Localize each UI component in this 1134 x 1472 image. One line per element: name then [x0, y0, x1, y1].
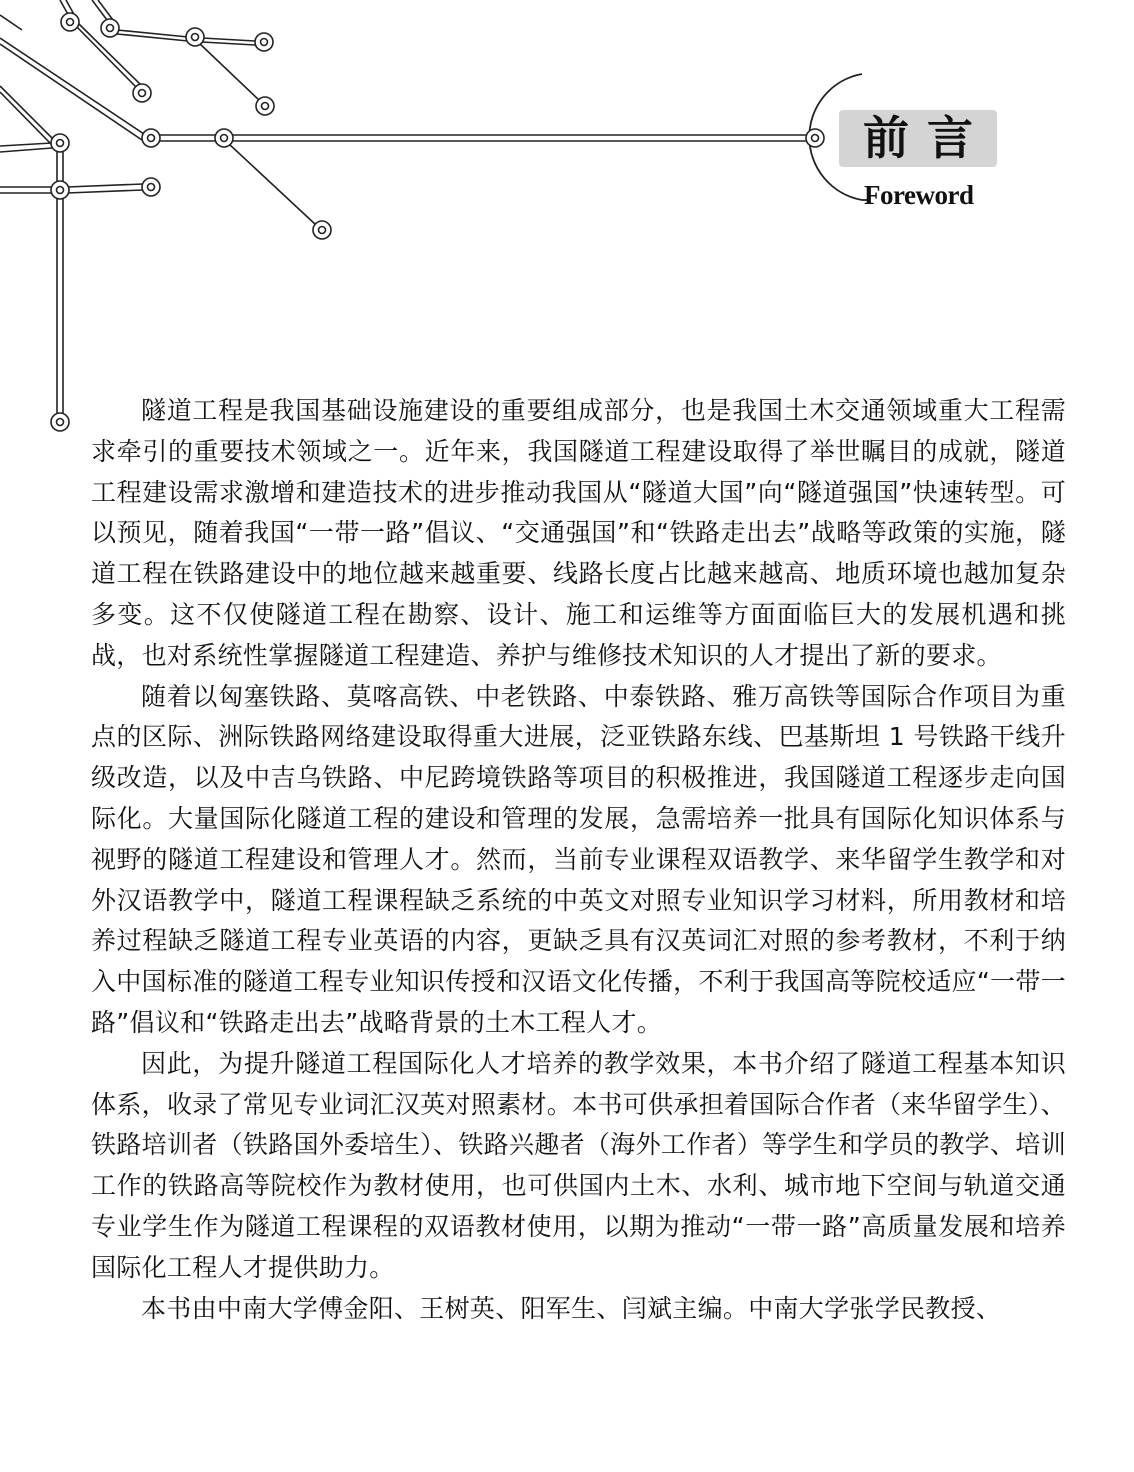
- page-subtitle: Foreword: [864, 180, 974, 210]
- body-text: [91, 391, 1066, 1329]
- paragraph: 本书由中南大学傅金阳、王树英、阳军生、闫斌主编。中南大学张学民教授、: [141, 1293, 1002, 1323]
- paragraph: 隧道工程是我国基础设施建设的重要组成部分，也是我国土木交通领域重大工程需求牵引的重要技术领域之一。近年来，我国隧道工程建设取得了举世瞩目的成就，隧道工程建设需求激增和建造技术的进步推动我国从“隧道大国”向“隧道强国”快速转型。可以预见，随着我国“一带一路”倡议、“交通强国”和“铁路走出去”战略等政策的实施，隧道工程在铁路建设中的地位越来越重要、线路长度占比越来越高、地质环境也越加复杂多变。这不仅使隧道工程在勘察、设计、施工和运维等方面面临巨大的发展机遇和挑战，也对系统性掌握隧道工程建造、养护与维修技术知识的人才提出了新的要求。: [91, 396, 1066, 670]
- circuit-node-icon: [51, 13, 824, 431]
- paragraph: 随着以匈塞铁路、莫喀高铁、中老铁路、中泰铁路、雅万高铁等国际合作项目为重点的区际、洲际铁路网络建设取得重大进展，泛亚铁路东线、巴基斯坦 1 号铁路干线升级改造，以及中吉乌铁路、中尼跨境铁路等项目的积极推进，我国隧道工程逐步走向国际化。大量国际化隧道工程的建设和管理的发展，急需培养一批具有国际化知识体系与视野的隧道工程建设和管理人才。然而，当前专业课程双语教学、来华留学生教学和对外汉语教学中，隧道工程课程缺乏系统的中英文对照专业知识学习材料，所用教材和培养过程缺乏隧道工程专业英语的内容，更缺乏具有汉英词汇对照的参考教材，不利于纳入中国标准的隧道工程专业知识传授和汉语文化传播，不利于我国高等院校适应“一带一路”倡议和“铁路走出去”战略背景的土木工程人才。: [91, 681, 1066, 1037]
- page-title: 前言: [863, 111, 991, 165]
- paragraph: 因此，为提升隧道工程国际化人才培养的教学效果，本书介绍了隧道工程基本知识体系，收录了常见专业词汇汉英对照素材。本书可供承担着国际合作者（来华留学生）、铁路培训者（铁路国外委培生）、铁路兴趣者（海外工作者）等学生和学员的教学、培训工作的铁路高等院校作为教材使用，也可供国内土木、水利、城市地下空间与轨道交通专业学生作为隧道工程课程的双语教材使用，以期为推动“一带一路”高质量发展和培养国际化工程人才提供助力。: [91, 1048, 1066, 1282]
